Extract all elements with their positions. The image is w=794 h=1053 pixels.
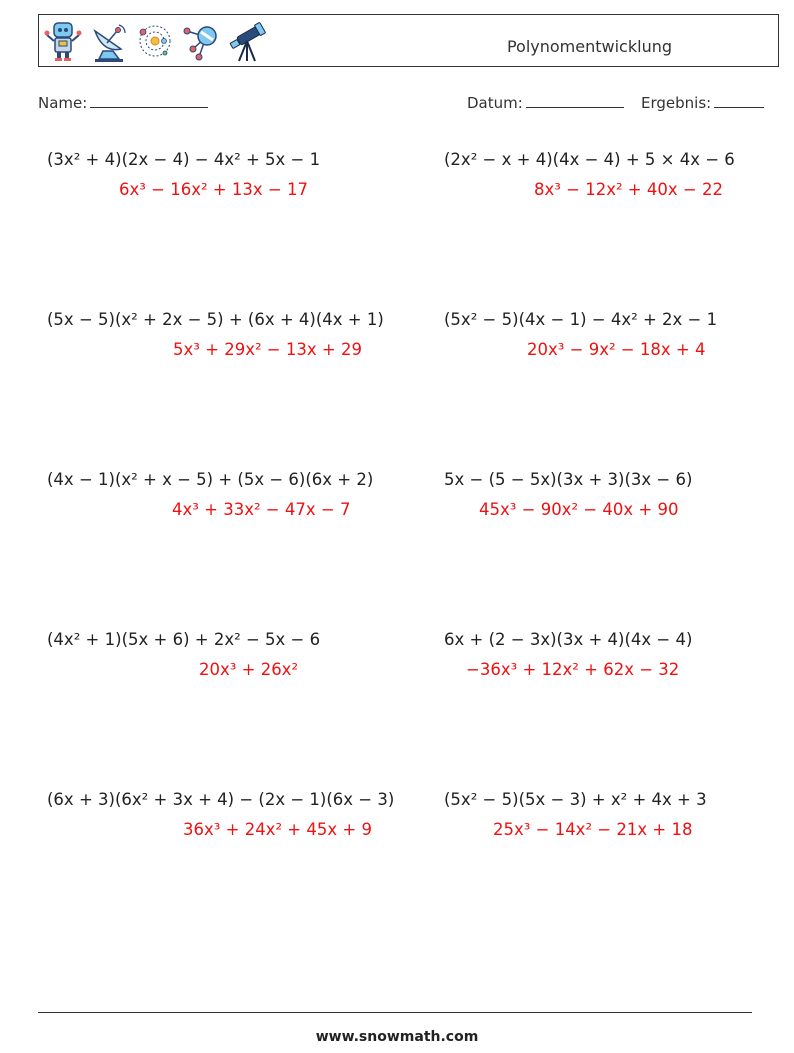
problem-3-answer: 5x³ + 29x² − 13x + 29 [173, 340, 362, 359]
date-label: Datum: [467, 94, 523, 112]
problem-2-answer: 8x³ − 12x² + 40x − 22 [534, 180, 723, 199]
problem-7-question: (4x² + 1)(5x + 6) + 2x² − 5x − 6 [47, 630, 321, 649]
name-blank[interactable] [90, 93, 208, 108]
problem-10-question: (5x² − 5)(5x − 3) + x² + 4x + 3 [444, 790, 707, 809]
result-blank[interactable] [714, 93, 764, 108]
footer-divider [38, 1012, 752, 1013]
problem-10-answer: 25x³ − 14x² − 21x + 18 [493, 820, 693, 839]
result-field [641, 93, 764, 112]
robot-icon [43, 19, 83, 63]
problem-1-question: (3x² + 4)(2x − 4) − 4x² + 5x − 1 [47, 150, 321, 169]
result-label: Ergebnis: [641, 94, 712, 112]
problem-1-answer: 6x³ − 16x² + 13x − 17 [119, 180, 308, 199]
date-field [467, 93, 624, 112]
date-blank[interactable] [526, 93, 624, 108]
problem-5-question: (4x − 1)(x² + x − 5) + (5x − 6)(6x + 2) [47, 470, 374, 489]
name-field [38, 93, 208, 112]
footer-url[interactable]: www.snowmath.com [315, 1029, 479, 1045]
page-title: Polynomentwicklung [506, 37, 672, 56]
problem-6-question: 5x − (5 − 5x)(3x + 3)(3x − 6) [444, 470, 693, 489]
problem-8-answer: −36x³ + 12x² + 62x − 32 [466, 660, 680, 679]
telescope-icon [227, 19, 267, 63]
problem-3-question: (5x − 5)(x² + 2x − 5) + (6x + 4)(4x + 1) [47, 310, 384, 329]
problem-8-question: 6x + (2 − 3x)(3x + 4)(4x − 4) [444, 630, 693, 649]
problem-4-answer: 20x³ − 9x² − 18x + 4 [527, 340, 706, 359]
problem-9-answer: 36x³ + 24x² + 45x + 9 [183, 820, 372, 839]
name-label: Name: [38, 94, 88, 112]
problem-2-question: (2x² − x + 4)(4x − 4) + 5 × 4x − 6 [444, 150, 735, 169]
problem-5-answer: 4x³ + 33x² − 47x − 7 [172, 500, 351, 519]
solar-system-icon [135, 19, 175, 63]
problem-9-question: (6x + 3)(6x² + 3x + 4) − (2x − 1)(6x − 3) [47, 790, 395, 809]
problem-6-answer: 45x³ − 90x² − 40x + 90 [479, 500, 679, 519]
molecule-icon [181, 19, 221, 63]
satellite-dish-icon [89, 19, 129, 63]
header-icons [43, 19, 267, 63]
header-box [38, 14, 779, 67]
problem-4-question: (5x² − 5)(4x − 1) − 4x² + 2x − 1 [444, 310, 718, 329]
problem-7-answer: 20x³ + 26x² [199, 660, 299, 679]
